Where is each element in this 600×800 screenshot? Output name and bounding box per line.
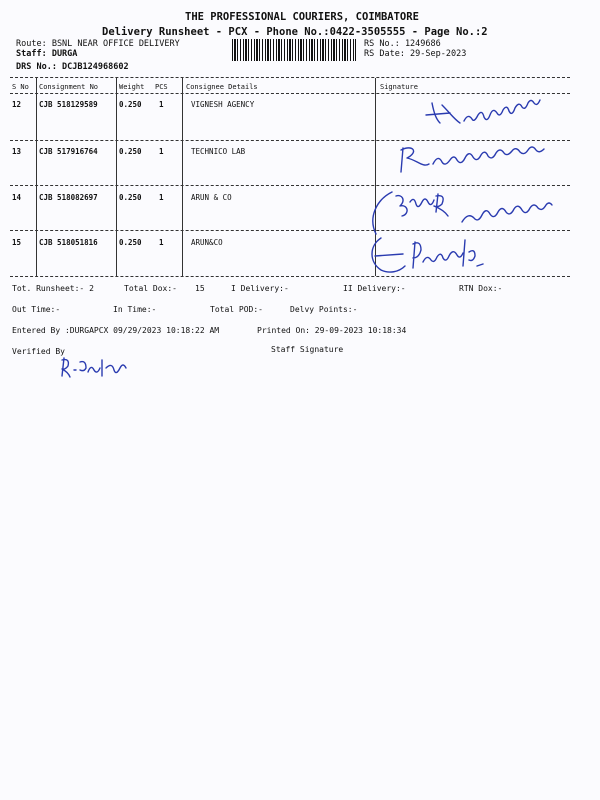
- table-row-consignee: TECHNICO LAB: [191, 147, 246, 156]
- i-delivery: I Delivery:-: [231, 284, 289, 293]
- table-row-consignee: ARUN & CO: [191, 193, 232, 202]
- tot-runsheet: Tot. Runsheet:- 2: [12, 284, 94, 293]
- table-row-consignment: CJB 518051816: [39, 238, 98, 247]
- col-header-sno: S No: [12, 83, 29, 91]
- col-header-consignment: Consignment No: [39, 83, 99, 91]
- runsheet-subtitle: Delivery Runsheet - PCX - Phone No.:0422-3505555 - Page No.:2: [102, 26, 488, 38]
- col-divider: [36, 78, 37, 276]
- table-row-sno: 14: [12, 193, 22, 202]
- total-dox-value: 15: [195, 284, 205, 293]
- table-row-weight: 0.250: [119, 147, 142, 156]
- drs-number: DRS No.: DCJB124968602: [16, 62, 129, 72]
- table-top-rule: [10, 77, 570, 78]
- signature-row12: [420, 95, 570, 135]
- rtn-dox: RTN Dox:-: [459, 284, 503, 293]
- table-row-sno: 13: [12, 147, 22, 156]
- table-header-rule: [10, 93, 570, 94]
- table-row-sno: 15: [12, 238, 22, 247]
- table-row-pcs: 1: [159, 193, 164, 202]
- table-row-consignee: ARUN&CO: [191, 238, 223, 247]
- table-row-weight: 0.250: [119, 100, 142, 109]
- col-header-consignee: Consignee Details: [186, 83, 258, 91]
- signature-row13: [393, 138, 583, 178]
- delvy-points: Delvy Points:-: [290, 305, 358, 314]
- table-row-consignment: CJB 517916764: [39, 147, 98, 156]
- signature-row14: [362, 188, 572, 238]
- table-row-consignee: VIGNESH AGENCY: [191, 100, 255, 109]
- verifier-signature: [58, 354, 138, 382]
- table-row-weight: 0.250: [119, 238, 142, 247]
- table-row-pcs: 1: [159, 238, 164, 247]
- table-row-sno: 12: [12, 100, 22, 109]
- ii-delivery: II Delivery:-: [343, 284, 406, 293]
- row-separator: [10, 185, 570, 186]
- staff-signature-label: Staff Signature: [271, 345, 344, 354]
- rs-number: RS No.: 1249686: [364, 39, 441, 49]
- entered-by: Entered By :DURGAPCX 09/29/2023 10:18:22 AM: [12, 326, 220, 335]
- col-header-pcs: PCS: [155, 83, 168, 91]
- rs-date: RS Date: 29-Sep-2023: [364, 49, 467, 59]
- total-dox-label: Total Dox:-: [124, 284, 177, 293]
- signature-row15: [365, 232, 505, 277]
- col-divider: [116, 78, 117, 276]
- barcode-image: [232, 39, 356, 61]
- col-header-signature: Signature: [380, 83, 418, 91]
- table-row-consignment: CJB 518082697: [39, 193, 98, 202]
- col-divider: [182, 78, 183, 276]
- table-row-pcs: 1: [159, 147, 164, 156]
- out-time: Out Time:-: [12, 305, 61, 314]
- col-header-weight: Weight: [119, 83, 145, 91]
- table-row-pcs: 1: [159, 100, 164, 109]
- table-row-consignment: CJB 518129589: [39, 100, 98, 109]
- printed-on: Printed On: 29-09-2023 10:18:34: [257, 326, 407, 335]
- table-row-weight: 0.250: [119, 193, 142, 202]
- in-time: In Time:-: [113, 305, 157, 314]
- total-pod: Total POD:-: [210, 305, 263, 314]
- verified-by-label: Verified By: [12, 347, 65, 356]
- staff-label: Staff: DURGA: [16, 49, 78, 59]
- route-label: Route: BSNL NEAR OFFICE DELIVERY: [16, 39, 180, 49]
- company-title: THE PROFESSIONAL COURIERS, COIMBATORE: [185, 11, 419, 23]
